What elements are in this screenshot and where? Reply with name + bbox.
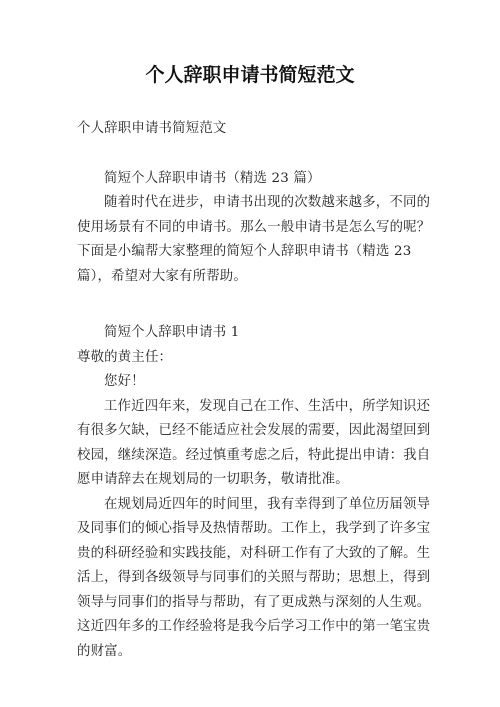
greeting: 您好！ — [104, 374, 145, 389]
body-paragraph-2: 在规划局近四年的时间里，我有幸得到了单位历届领导及同事们的倾心指导及热情帮助。工作上，我学到了许多宝贵的科研经验和实践技能，对科研工作有了大致的了解。生活上，得到各级领导与同事们的关照与帮助；思想上，得到领导与同事们的指导与帮助，有了更成熟与深刻的人生观。这近四年多的工作经验将是我今后学习工作中的第一笔宝贵的财富。 — [77, 496, 431, 659]
letter-heading: 简短个人辞职申请书 1 — [104, 325, 240, 340]
spacer — [77, 142, 437, 167]
body-paragraph-1: 工作近四年来，发现自己在工作、生活中，所学知识还有很多欠缺，已经不能适应社会发展的需要，因此渴望回到校园，继续深造。经过慎重考虑之后，特此提出申请：我自愿申请辞去在规划局的一切职务，敬请批准。 — [77, 398, 431, 487]
collection-heading: 简短个人辞职申请书（精选 23 篇） — [104, 170, 321, 186]
salutation: 尊敬的黄主任： — [77, 349, 173, 365]
document-body — [77, 117, 437, 664]
document-title: 个人辞职申请书简短范文 — [145, 64, 355, 86]
spacer — [77, 289, 437, 321]
document-subtitle: 个人辞职申请书简短范文 — [77, 121, 227, 136]
intro-paragraph: 随着时代在进步，申请书出现的次数越来越多，不同的使用场景有不同的申请书。那么一般申请书是怎么写的呢？下面是小编帮大家整理的简短个人辞职申请书（精选 23 篇），希望对大家有所帮助。 — [77, 195, 431, 284]
